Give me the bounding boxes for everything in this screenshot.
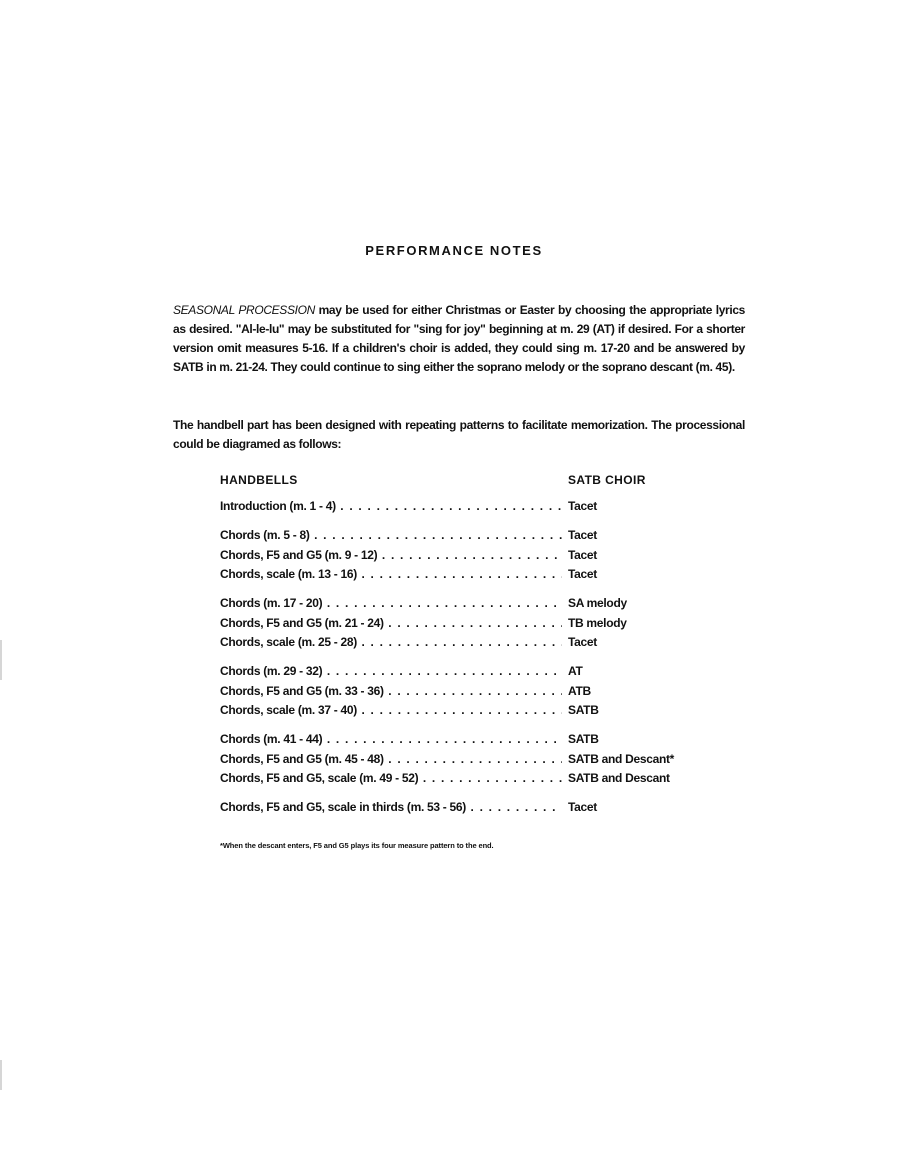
diagram-group — [220, 497, 700, 517]
diagram-row — [220, 701, 700, 721]
handbells-cell: Chords, scale (m. 25 - 28) . . . — [220, 633, 562, 653]
diagram-row — [220, 565, 700, 585]
column-header-choir: SATB CHOIR — [568, 473, 646, 487]
choir-cell: Tacet — [568, 567, 597, 581]
diagram-group — [220, 662, 700, 721]
diagram-group — [220, 594, 700, 653]
diagram-row — [220, 546, 700, 566]
handbells-cell: Chords, F5 and G5 (m. 45 - 48) . . . — [220, 750, 562, 770]
handbells-cell: Chords, scale (m. 37 - 40) . . . — [220, 701, 562, 721]
handbells-cell: Chords (m. 5 - 8) . . . — [220, 526, 562, 546]
diagram-row — [220, 497, 700, 517]
scan-edge-mark — [0, 1060, 2, 1090]
choir-cell: SATB — [568, 703, 599, 717]
handbells-cell: Chords (m. 41 - 44) . . . — [220, 730, 562, 750]
scan-edge-mark — [0, 640, 2, 680]
intro-paragraph — [173, 301, 745, 377]
diagram-row — [220, 614, 700, 634]
diagram-group — [220, 730, 700, 789]
choir-cell: Tacet — [568, 635, 597, 649]
choir-cell: SATB — [568, 732, 599, 746]
handbells-cell: Chords, F5 and G5 (m. 33 - 36) . . . — [220, 682, 562, 702]
diagram-row — [220, 798, 700, 818]
diagram-row — [220, 730, 700, 750]
choir-cell: Tacet — [568, 800, 597, 814]
handbells-cell: Introduction (m. 1 - 4) . . . — [220, 497, 562, 517]
diagram-row — [220, 662, 700, 682]
handbells-cell: Chords, F5 and G5, scale in thirds (m. 53 - 56) . . . — [220, 798, 562, 818]
diagram-row — [220, 594, 700, 614]
diagram-row — [220, 526, 700, 546]
choir-cell: ATB — [568, 683, 591, 698]
diagram-row — [220, 750, 700, 770]
handbells-cell: Chords, F5 and G5, scale (m. 49 - 52) . . . — [220, 769, 562, 789]
column-header-handbells: HANDBELLS — [220, 473, 298, 487]
diagram-row — [220, 682, 700, 702]
handbell-paragraph: The handbell part has been designed with repeating patterns to facilitate memorization. The processional could be diagramed as follows: — [173, 418, 745, 451]
handbells-cell: Chords (m. 29 - 32) . . . — [220, 662, 562, 682]
intro-text: may be used for either Christmas or Easter by choosing the appropriate lyrics as desired. "Al-le-lu" may be substituted for "sing for joy" beginning at m. 29 (AT) if desired. For a shorter version omit measures 5-16. If a children's choir is added, they could sing m. 17-20 and be answered by SATB in m. 21-24. They could continue to sing either the soprano melody or the soprano descant (m. 45). — [173, 303, 745, 374]
handbells-cell: Chords, scale (m. 13 - 16) . . . — [220, 565, 562, 585]
work-title: SEASONAL PROCESSION — [173, 303, 315, 317]
choir-cell: TB melody — [568, 615, 627, 630]
choir-cell: Tacet — [568, 547, 597, 562]
diagram-group — [220, 526, 700, 585]
diagram-group — [220, 798, 700, 818]
handbells-cell: Chords, F5 and G5 (m. 9 - 12) . . . — [220, 546, 562, 566]
handbells-cell: Chords (m. 17 - 20) . . . — [220, 594, 562, 614]
choir-cell: AT — [568, 664, 583, 678]
choir-cell: Tacet — [568, 499, 597, 513]
page-title: PERFORMANCE NOTES — [365, 243, 543, 258]
diagram-row — [220, 633, 700, 653]
choir-cell: SATB and Descant — [568, 771, 670, 785]
choir-cell: SA melody — [568, 596, 627, 610]
diagram-row — [220, 769, 700, 789]
handbells-cell: Chords, F5 and G5 (m. 21 - 24) . . . — [220, 614, 562, 634]
footnote: *When the descant enters, F5 and G5 plays its four measure pattern to the end. — [220, 841, 494, 850]
choir-cell: SATB and Descant* — [568, 751, 675, 766]
choir-cell: Tacet — [568, 528, 597, 542]
